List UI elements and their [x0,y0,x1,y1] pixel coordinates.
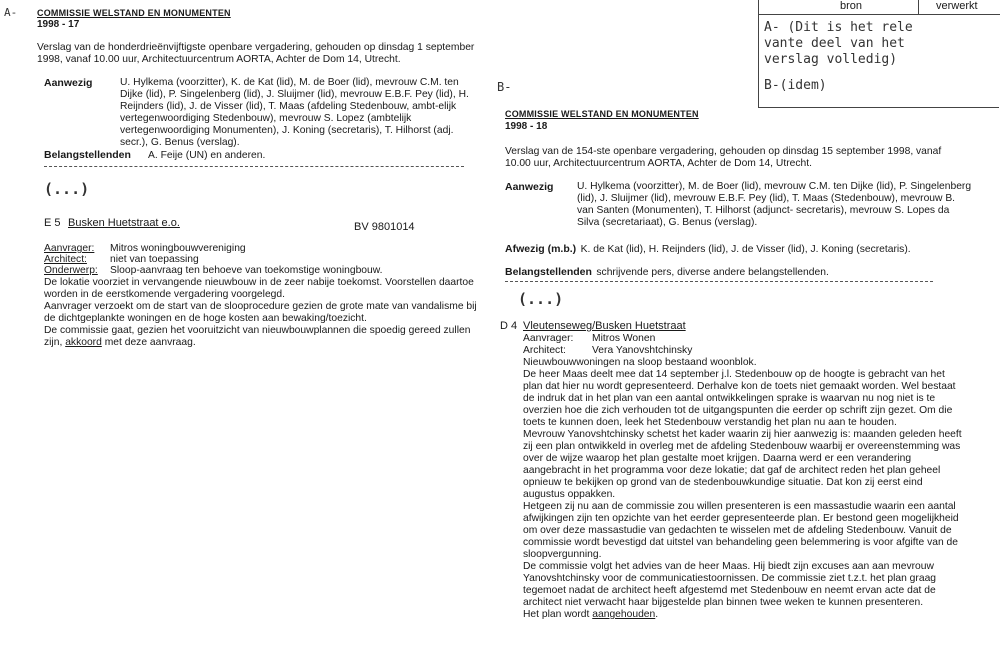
left-body-last: zijn, akkoord met deze aanvraag. [44,337,196,348]
left-aanvrager-label: Aanvrager: [44,243,95,254]
left-aanwezig-label: Aanwezig [44,77,93,89]
right-body-line: Yanovshtchinsky voor de communicatiestoornissen. De commissie ziet t.z.t. het plan graag [523,573,937,584]
left-item-code: E 5 [44,217,61,229]
stamp-note-b: B-(idem) [764,78,827,93]
right-afwezig-text: K. de Kat (lid), H. Reijnders (lid), J. de Visser (lid), J. Koning (secretaris). [580,244,911,255]
right-aanwezig-text: U. Hylkema (voorzitter), M. de Boer (lid), mevrouw C.M. ten Dijke (lid), P. Singelenberg (lid), J. Sluijmer (lid), mevrouw E.B.F. Pey (lid), T. Maas (Stedenbouw), mevrouw B. van Santen (Monumenten), T. Hilhorst (adjunct- secretaris), mevrouw S. Lopes da Silva (secretariaat), G. Benus (verslag). [577,181,972,228]
right-body-line: augustus oppakken. [523,489,616,500]
right-body-line: afwijkingen zijn ten opzichte van het eerder gepresenteerde plan. Er bestond geen mogelijkheid [523,513,959,524]
right-body-line: plan dat hier nu wordt gepresenteerd. Derhalve kon de toets niet gemaakt worden. Wel bestaat [523,381,956,392]
stamp-note-a: A- (Dit is het rele vante deel van het verslag volledig) [764,20,913,67]
left-item-ref: BV 9801014 [354,221,415,233]
right-body-line: toets te kunnen doen, leek het Stedenbouw verstandig het plan nu aan te houden. [523,417,897,428]
left-body-line: Aanvrager verzoekt om de start van de slooprocedure gezien de grote mate van vandalisme bij [44,301,477,312]
left-aanvrager: Mitros woningbouwvereniging [110,243,246,254]
right-afwezig [505,239,911,257]
left-architect: niet van toepassing [110,254,199,265]
right-architect: Vera Yanovshtchinsky [592,345,693,356]
right-body-line: De commissie volgt het advies van de heer Maas. Hij biedt zijn excuses aan aan mevrouw [523,561,934,572]
right-architect-label: Architect: [523,345,566,356]
left-body-line: de dichtgeplankte woningen en de hoge kosten aan bewaking/toezicht. [44,313,367,324]
right-body-line: over de wijze waarop het plan gestalte moet krijgen. Daarna werd er een verandering [523,453,912,464]
right-body-line: om over deze massastudie van gedachten te wisselen met de afdeling Stedenbouw. Vanuit de [523,525,952,536]
right-afwezig-label: Afwezig (m.b.) [505,243,577,255]
left-item-title: Busken Huetstraat e.o. [68,217,180,229]
left-org-title: COMMISSIE WELSTAND EN MONUMENTEN [37,8,231,18]
right-item-code: D 4 [500,320,518,332]
right-marker: B- [497,80,512,94]
right-belang-text: schrijvende pers, diverse andere belangstellenden. [596,267,829,278]
right-belang-label: Belangstellenden [505,266,592,278]
right-decision: aangehouden [592,609,656,620]
right-body-line: sloopvergunning. [523,549,602,560]
right-intro: Verslag van de 154-ste openbare vergadering, gehouden op dinsdag 15 september 1998, vanaf 10.00 uur, Architectuurcentrum AORTA, Achter de Dom 14, Utrecht. [505,146,942,169]
left-body-line: De lokatie voorziet in vervangende nieuwbouw in de zeer nabije toekomst. Voorstellen daartoe [44,277,474,288]
right-body-last: Het plan wordt aangehouden. [523,609,659,620]
left-body-line: worden in de eerstkomende vergadering voorgelegd. [44,289,285,300]
right-body-line: tegemoet nadat de architect heeft afgestemd met Stedenbouw en neemt ervan acte dat de [523,585,936,596]
right-org-title: COMMISSIE WELSTAND EN MONUMENTEN [505,109,699,119]
right-number: 1998 - 18 [505,121,548,132]
right-ellipsis: (...) [518,290,564,308]
left-belang-label: Belangstellenden [44,149,131,161]
left-body-line: De commissie gaat, gezien het vooruitzicht van nieuwbouwplannen die spoedig gereed zullen [44,325,471,336]
left-onderwerp-label: Onderwerp: [44,265,98,276]
left-number: 1998 - 17 [37,19,80,30]
right-belang [505,262,829,280]
right-body-line: aangebracht in het programma voor deze lokatie; dat gaf de architect reden het plan geheel [523,465,941,476]
stamp-bron-label: bron [840,0,863,12]
left-aanwezig-text: U. Hylkema (voorzitter), K. de Kat (lid), M. de Boer (lid), mevrouw C.M. ten Dijke (lid), P. Singelenberg (lid), J. Sluijmer (lid), mevrouw E.B.F. Pey (lid), H. Reijnders (lid), J. de Visser (lid), T. Maas (afdeling Stedenbouw, ambt-elijk vertegenwoordiging Stedenbouw), mevrouw S. Lopez (ambtelijk vertegenwoordiging Monumenten), J. Koning (secretaris), T. Hilhorst (adj. secr.), G. Benus (verslag). [120,77,469,148]
right-item-title: Vleutenseweg/Busken Huetstraat [523,320,686,332]
right-body-line: zij een plan ontwikkeld in overleg met de afdeling Stedenbouw waarbij er overeenstemming was [523,441,961,452]
left-ellipsis: (...) [44,180,90,198]
right-body-line: opnieuw te bekijken op grond van de stedenbouwkundige situatie. Dat kon zij eerst eind [523,477,923,488]
left-divider [44,166,464,167]
right-body-line: de indruk dat in het plan van een aantal ontwikkelingen sprake is waarvan nu nog niet is te [523,393,936,404]
left-belang-text: A. Feije (UN) en anderen. [148,150,266,161]
right-aanvrager: Mitros Wonen [592,333,656,344]
right-body [523,357,983,621]
stamp-verwerkt-label: verwerkt [936,0,978,12]
right-body-line: commissie wordt bevestigd dat uitstel van behandeling geen belemmering is voor afgifte van de [523,537,959,548]
right-body-line: Nieuwbouwwoningen na sloop bestaand woonblok. [523,357,757,368]
right-body-line: Mevrouw Yanovshtchinsky schetst het kader waarin zij hier aanwezig is: maanden geleden heeft [523,429,962,440]
right-body-line: architect niet verwacht haar bijgestelde plan binnen twee weken te kunnen presenteren. [523,597,924,608]
right-body-line: Hetgeen zij nu aan de commissie zou willen presenteren is een massastudie waarin een aantal [523,501,956,512]
left-intro: Verslag van de honderdrieënvijftigste openbare vergadering, gehouden op dinsdag 1 september 1998, vanaf 10.00 uur, Architectuurcentrum AORTA, Achter de Dom 14, Utrecht. [37,42,475,65]
right-body-line: overzien hoe die zich verhouden tot de uitgangspunten die eerder op schrift zijn gezet. Om die [523,405,953,416]
left-decision: akkoord [65,337,102,348]
right-aanwezig-label: Aanwezig [505,181,554,193]
right-aanvrager-label: Aanvrager: [523,333,574,344]
left-architect-label: Architect: [44,254,87,265]
stamp [758,0,1000,108]
right-divider [505,281,933,282]
right-body-line: De heer Maas deelt mee dat 14 september j.l. Stedenbouw op de hoogte is gebracht van het [523,369,945,380]
left-body [44,277,484,349]
left-onderwerp: Sloop-aanvraag ten behoeve van toekomstige woningbouw. [110,265,383,276]
left-marker: A- [4,6,18,19]
